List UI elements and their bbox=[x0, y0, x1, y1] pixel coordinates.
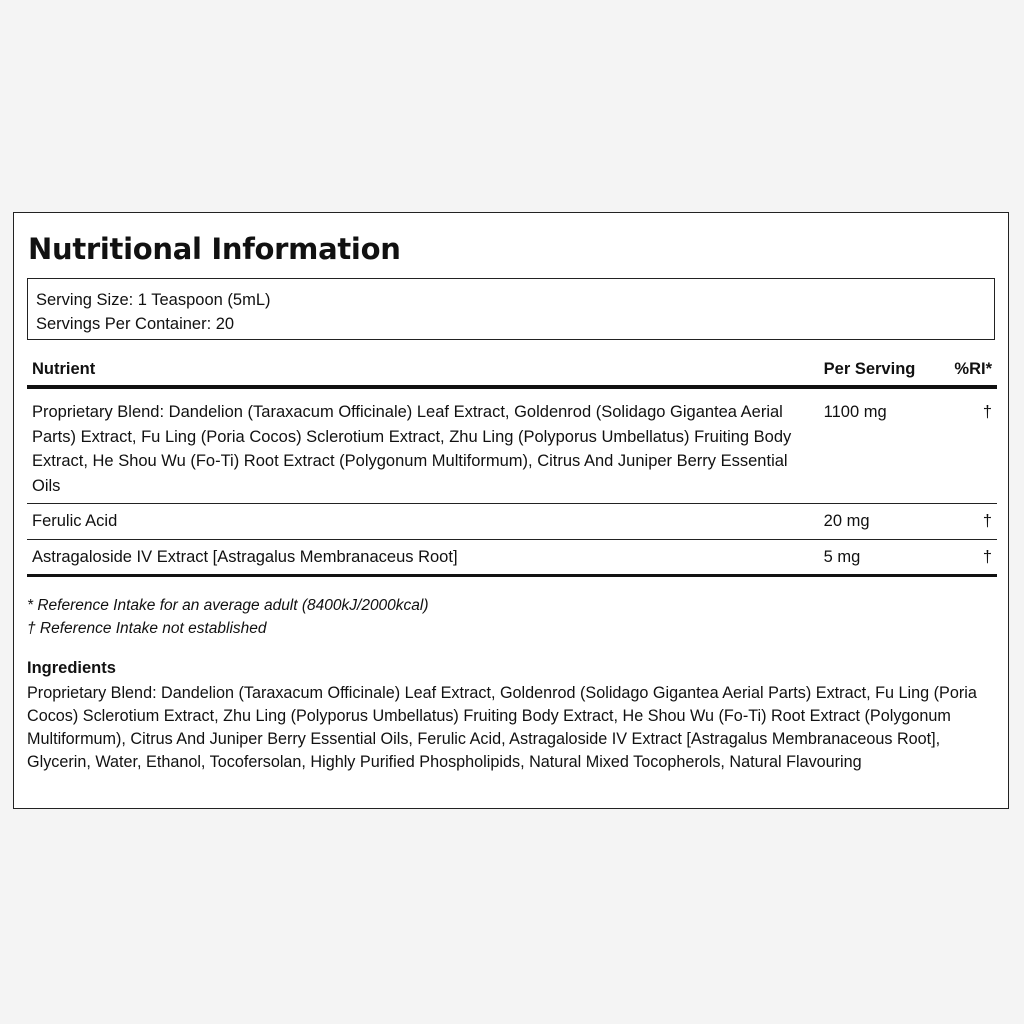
per-serving-value: 5 mg bbox=[819, 539, 936, 576]
footnotes bbox=[27, 594, 995, 640]
ingredients-heading: Ingredients bbox=[27, 659, 116, 677]
table-row bbox=[27, 387, 997, 504]
nutrition-label-panel bbox=[13, 212, 1009, 809]
serving-size: Serving Size: 1 Teaspoon (5mL) bbox=[36, 291, 271, 309]
footnote-reference-intake: * Reference Intake for an average adult (8400kJ/2000kcal) bbox=[27, 597, 429, 614]
ingredients-text: Proprietary Blend: Dandelion (Taraxacum Officinale) Leaf Extract, Goldenrod (Solidago Gigantea Aerial Parts) Extract, Fu Ling (Poria Cocos) Sclerotium Extract, Zhu Ling (Polyporus Umbellatus) Fruiting Body Extract, He Shou Wu (Fo-Ti) Root Extract (Polygonum Multiformum), Citrus And Juniper Berry Essential Oils, Ferulic Acid, Astragaloside IV Extract [Astragalus Membranaceous Root], Glycerin, Water, Ethanol, Tocofersolan, Highly Purified Phospholipids, Natural Mixed Tocopherols, Natural Flavouring bbox=[27, 684, 977, 771]
servings-per-container: Servings Per Container: 20 bbox=[36, 315, 235, 333]
nutrient-name: Ferulic Acid bbox=[27, 504, 819, 540]
label-title: Nutritional Information bbox=[28, 232, 401, 266]
table-row bbox=[27, 504, 997, 540]
nutrient-table bbox=[27, 354, 997, 577]
serving-info-box bbox=[27, 278, 995, 340]
nutrient-name: Proprietary Blend: Dandelion (Taraxacum Officinale) Leaf Extract, Goldenrod (Solidago Gigantea Aerial Parts) Extract, Fu Ling (Poria Cocos) Sclerotium Extract, Zhu Ling (Polyporus Umbellatus) Fruiting Body Extract, He Shou Wu (Fo-Ti) Root Extract (Polygonum Multiformum), Citrus And Juniper Berry Essential Oils bbox=[27, 387, 819, 504]
table-header-row bbox=[27, 354, 997, 387]
header-ri: %RI* bbox=[935, 354, 997, 387]
footnote-not-established: † Reference Intake not established bbox=[27, 620, 267, 637]
per-serving-value: 20 mg bbox=[819, 504, 936, 540]
table-row bbox=[27, 539, 997, 576]
header-per-serving: Per Serving bbox=[819, 354, 936, 387]
nutrient-name: Astragaloside IV Extract [Astragalus Membranaceus Root] bbox=[27, 539, 819, 576]
ri-value: † bbox=[935, 504, 997, 540]
ri-value: † bbox=[935, 387, 997, 504]
ri-value: † bbox=[935, 539, 997, 576]
header-nutrient: Nutrient bbox=[27, 354, 819, 387]
per-serving-value: 1100 mg bbox=[819, 387, 936, 504]
